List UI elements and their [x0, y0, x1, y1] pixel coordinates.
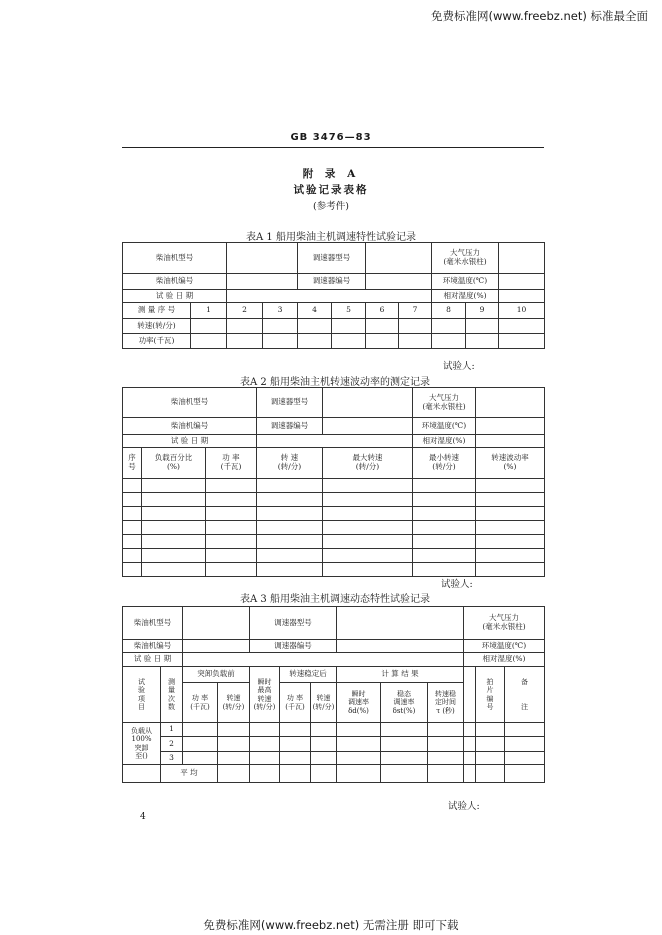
col-header-speed-after: 转速 (转/分) [311, 683, 337, 723]
col-header-seq: 序 号 [123, 448, 142, 479]
pressure-value [476, 388, 545, 418]
col-header-steady-rate: 稳态 调速率 δst(%) [381, 683, 428, 723]
col-header-spacer [464, 667, 476, 723]
governor-no-value [323, 418, 413, 435]
col-header-max-speed: 最大转速 (转/分) [323, 448, 413, 479]
governor-model-value [366, 243, 432, 274]
seq-cell: 5 [332, 303, 366, 319]
col-header-power: 功 率 (千瓦) [206, 448, 257, 479]
env-temp-value [499, 274, 545, 290]
col-header-photo: 拍 片 编 号 [476, 667, 505, 723]
col-header-instant-speed: 瞬时 最高 转速 (转/分) [250, 667, 280, 723]
env-temp-label: 环境温度(℃) [464, 640, 545, 653]
table-a3-signer: 试验人: [448, 801, 480, 812]
test-date-value [227, 290, 432, 303]
table-row [123, 667, 545, 683]
col-header-power-after: 功 率 (千瓦) [280, 683, 311, 723]
table-a1-caption: 表A 1 船用柴油主机调速特性试验记录 [246, 232, 416, 243]
table-row [123, 274, 545, 290]
col-header-speed: 转 速 (转/分) [257, 448, 323, 479]
col-header-after: 转速稳定后 [280, 667, 337, 683]
table-row [123, 549, 545, 563]
governor-no-value [366, 274, 432, 290]
table-row [123, 303, 545, 319]
site-footer-note: 免费标准网(www.freebz.net) 无需注册 即可下载 [203, 918, 459, 932]
governor-no-value [337, 640, 464, 653]
table-row [123, 607, 545, 640]
humidity-value [499, 290, 545, 303]
humidity-value [476, 435, 545, 448]
humidity-label: 相对湿度(%) [432, 290, 499, 303]
count-cell: 1 [161, 723, 183, 737]
table-row [123, 765, 545, 783]
env-temp-label: 环境温度(℃) [413, 418, 476, 435]
appendix-subtitle: 试验记录表格 [293, 184, 369, 196]
governor-model-value [337, 607, 464, 640]
table-row [123, 418, 545, 435]
env-temp-value [476, 418, 545, 435]
seq-label: 测 量 序 号 [123, 303, 191, 319]
test-date-label: 试 验 日 期 [123, 435, 257, 448]
table-row [123, 563, 545, 577]
table-a2-caption: 表A 2 船用柴油主机转速波动率的测定记录 [240, 377, 430, 388]
power-label: 功率(千瓦) [123, 334, 191, 349]
table-row [123, 521, 545, 535]
engine-model-value [323, 388, 413, 418]
table-row [123, 737, 545, 752]
seq-cell: 9 [466, 303, 499, 319]
col-header-instant-rate: 瞬时 调速率 δd(%) [337, 683, 381, 723]
table-row [123, 388, 545, 418]
row-item-label: 负载从 100% 突卸 至() [123, 723, 161, 765]
table-a2 [122, 387, 545, 577]
col-header-settle-time: 转速稳 定时间 τ (秒) [428, 683, 464, 723]
appendix-note: (参考件) [313, 201, 349, 212]
humidity-label: 相对湿度(%) [413, 435, 476, 448]
table-row [123, 493, 545, 507]
table-row [123, 723, 545, 737]
table-row [123, 334, 545, 349]
page-number: 4 [140, 812, 146, 822]
table-a3-caption: 表A 3 船用柴油主机调速动态特性试验记录 [240, 594, 430, 605]
engine-no-value [183, 640, 250, 653]
seq-cell: 10 [499, 303, 545, 319]
table-a1 [122, 242, 545, 349]
col-header-load: 负载百分比 (%) [142, 448, 206, 479]
table-row [123, 653, 545, 667]
table-row [123, 752, 545, 765]
table-row [123, 290, 545, 303]
col-header-before: 突卸负载前 [183, 667, 250, 683]
seq-cell: 6 [366, 303, 399, 319]
col-header-min-speed: 最小转速 (转/分) [413, 448, 476, 479]
seq-cell: 2 [227, 303, 263, 319]
engine-model-value [227, 243, 298, 274]
table-a2-signer: 试验人: [441, 579, 473, 590]
governor-no-label: 调速器编号 [257, 418, 323, 435]
env-temp-label: 环境温度(℃) [432, 274, 499, 290]
humidity-label: 相对湿度(%) [464, 653, 545, 667]
engine-no-label: 柴油机编号 [123, 274, 227, 290]
table-row [123, 448, 545, 479]
engine-model-value [183, 607, 250, 640]
col-header-power-before: 功 率 (千瓦) [183, 683, 218, 723]
governor-model-label: 调速器型号 [250, 607, 337, 640]
governor-model-label: 调速器型号 [257, 388, 323, 418]
table-row [123, 479, 545, 493]
site-header-note: 免费标准网(www.freebz.net) 标准最全面 [431, 9, 648, 23]
header-rule [122, 147, 544, 148]
seq-cell: 1 [191, 303, 227, 319]
pressure-label: 大气压力 (毫米水银柱) [413, 388, 476, 418]
col-header-remark: 备 注 [505, 667, 545, 723]
seq-cell: 4 [298, 303, 332, 319]
col-header-speed-before: 转速 (转/分) [218, 683, 250, 723]
engine-model-label: 柴油机型号 [123, 388, 257, 418]
table-a1-signer: 试验人: [443, 361, 475, 372]
table-row [123, 535, 545, 549]
appendix-title: 附 录 A [302, 168, 360, 180]
engine-model-label: 柴油机型号 [123, 243, 227, 274]
speed-label: 转速(转/分) [123, 319, 191, 334]
seq-cell: 3 [263, 303, 298, 319]
engine-no-value [227, 274, 298, 290]
table-row [123, 640, 545, 653]
table-row [123, 507, 545, 521]
test-date-label: 试 验 日 期 [123, 290, 227, 303]
test-date-value [257, 435, 413, 448]
test-date-value [183, 653, 464, 667]
table-row [123, 435, 545, 448]
seq-cell: 7 [399, 303, 432, 319]
table-row [123, 243, 545, 274]
pressure-label: 大气压力 (毫米水银柱) [432, 243, 499, 274]
pressure-label: 大气压力 (毫米水银柱) [464, 607, 545, 640]
table-a3 [122, 606, 545, 783]
governor-no-label: 调速器编号 [250, 640, 337, 653]
table-row [123, 319, 545, 334]
engine-no-label: 柴油机编号 [123, 418, 257, 435]
col-header-item: 试 验 项 目 [123, 667, 161, 723]
pressure-value [499, 243, 545, 274]
count-cell: 2 [161, 737, 183, 752]
col-header-calc: 计 算 结 果 [337, 667, 464, 683]
governor-no-label: 调速器编号 [298, 274, 366, 290]
test-date-label: 试 验 日 期 [123, 653, 183, 667]
governor-model-label: 调速器型号 [298, 243, 366, 274]
seq-cell: 8 [432, 303, 466, 319]
col-header-fluctuation: 转速波动率 (%) [476, 448, 545, 479]
engine-model-label: 柴油机型号 [123, 607, 183, 640]
count-cell: 3 [161, 752, 183, 765]
engine-no-label: 柴油机编号 [123, 640, 183, 653]
standard-code: GB 3476—83 [290, 132, 372, 143]
col-header-count: 测 量 次 数 [161, 667, 183, 723]
avg-label: 平 均 [161, 765, 218, 783]
